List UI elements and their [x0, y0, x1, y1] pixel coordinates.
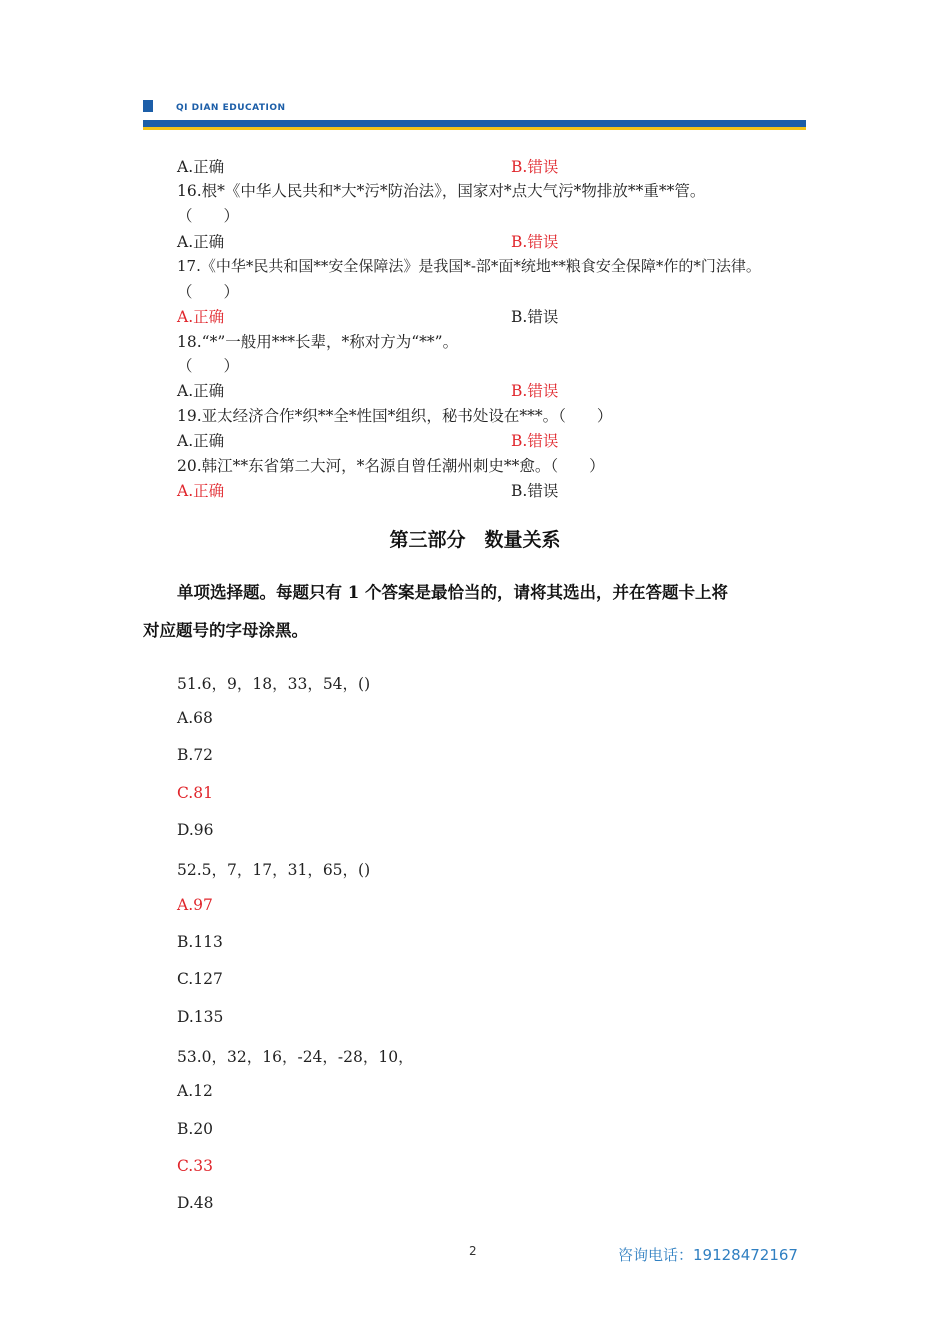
q20-option-a: A.正确 [177, 482, 225, 500]
q51-option-a: A.68 [177, 709, 213, 727]
q51-option-b: B.72 [177, 746, 214, 764]
q51-option-c: C.81 [177, 784, 213, 802]
logo-mark [143, 100, 153, 112]
q53-stem: 53.0，32，16，-24，-28，10， [177, 1048, 414, 1066]
q53-option-a: A.12 [177, 1082, 213, 1100]
q18-text: 18.“*”一般用***长辈，*称对方为“**”。 [177, 333, 459, 351]
section-intro-line2: 对应题号的字母涂黑。 [143, 621, 308, 640]
contact-phone: 咨询电话：19128472167 [618, 1246, 798, 1264]
q16-text: 16.根*《中华人民共和*大*污*防治法》，国家对*点大气污*物排放**重**管。 [177, 182, 706, 200]
logo-text: QI DIAN EDUCATION [176, 103, 286, 113]
q17-option-a: A.正确 [177, 308, 225, 326]
section-intro-line1: 单项选择题。每题只有 1 个答案是最恰当的，请将其选出，并在答题卡上将 [177, 583, 728, 602]
q52-option-c: C.127 [177, 970, 223, 988]
q16-paren: （ ） [177, 207, 240, 225]
header-band [143, 120, 806, 127]
page-number: 2 [469, 1244, 477, 1258]
q53-option-b: B.20 [177, 1120, 214, 1138]
q51-stem: 51.6，9，18，33，54，() [177, 675, 371, 693]
q16-option-a: A.正确 [177, 233, 225, 251]
q18-option-a: A.正确 [177, 382, 225, 400]
q53-option-d: D.48 [177, 1194, 214, 1212]
q20-option-b: B.错误 [511, 482, 559, 500]
q17-text: 17.《中华*民共和国**安全保障法》是我国*-部*面*统地**粮食安全保障*作的*门法律。 [177, 257, 761, 275]
q52-option-a: A.97 [177, 896, 213, 914]
q19-text: 19.亚太经济合作*织**全*性国*组织，秘书处设在***。（ ） [177, 407, 613, 425]
q52-option-b: B.113 [177, 933, 223, 951]
q15-option-a: A.正确 [177, 158, 225, 176]
header-accent-band [143, 127, 806, 130]
q20-text: 20.韩江**东省第二大河，*名源自曾任潮州刺史**愈。（ ） [177, 457, 605, 475]
section-title: 第三部分 数量关系 [389, 529, 561, 551]
q52-stem: 52.5，7，17，31，65，() [177, 861, 371, 879]
q52-option-d: D.135 [177, 1008, 224, 1026]
q18-paren: （ ） [177, 357, 240, 375]
q15-option-b: B.错误 [511, 158, 559, 176]
q16-option-b: B.错误 [511, 233, 559, 251]
q18-option-b: B.错误 [511, 382, 559, 400]
q51-option-d: D.96 [177, 821, 214, 839]
q53-option-c: C.33 [177, 1157, 213, 1175]
q17-paren: （ ） [177, 283, 240, 301]
q17-option-b: B.错误 [511, 308, 559, 326]
q19-option-b: B.错误 [511, 432, 559, 450]
q19-option-a: A.正确 [177, 432, 225, 450]
